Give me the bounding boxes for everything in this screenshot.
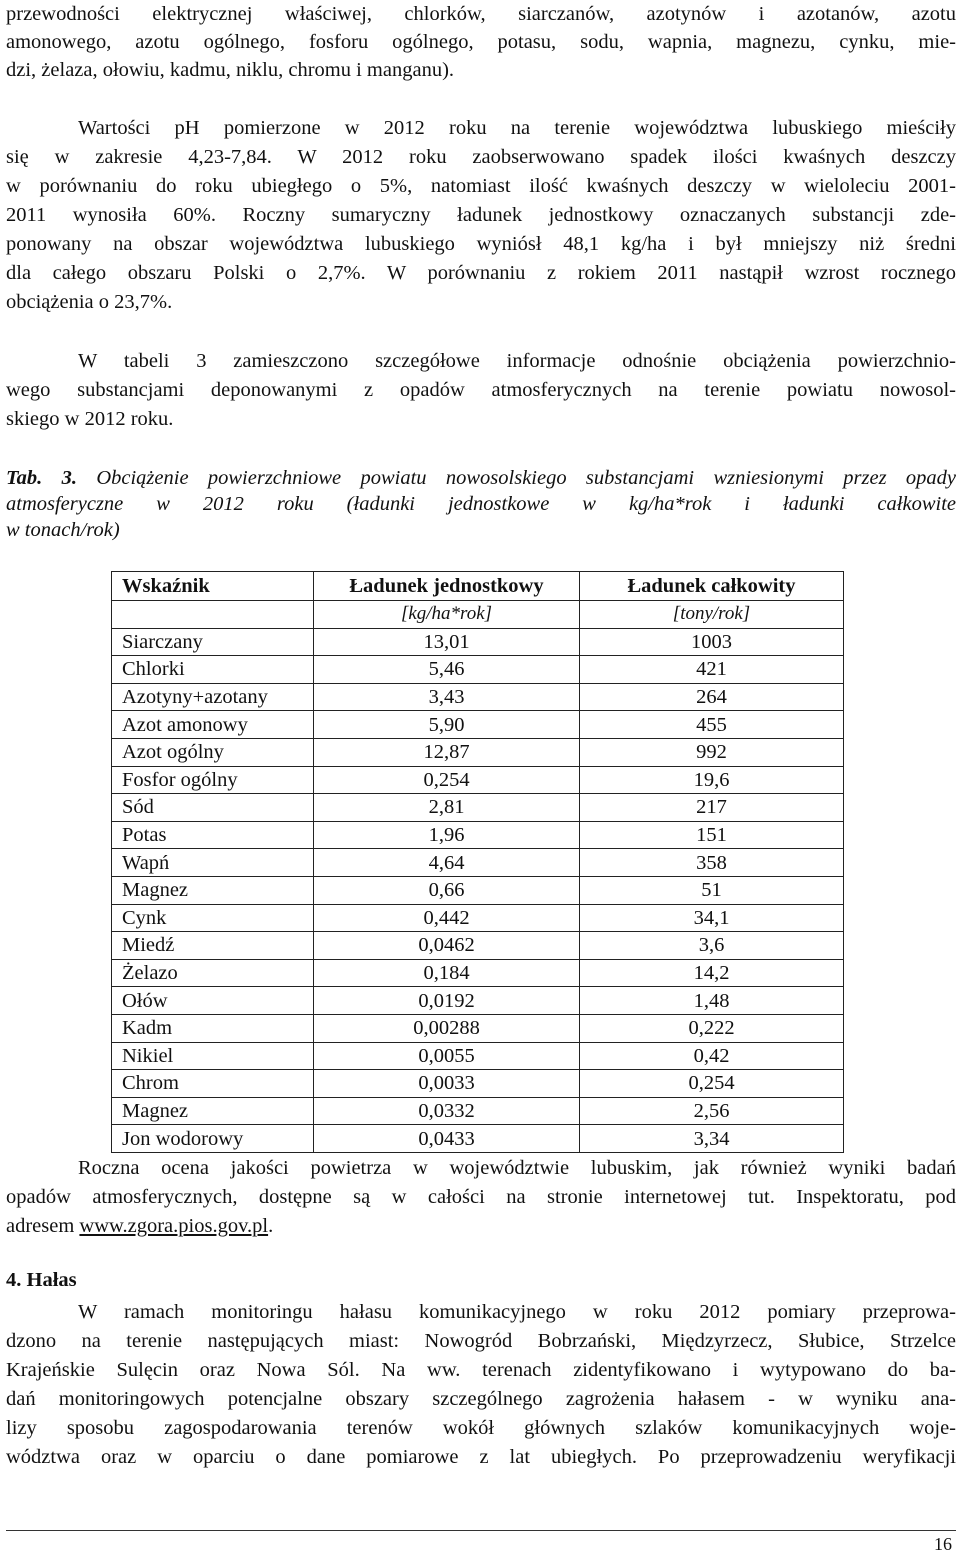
- indicator-cell: Azot ogólny: [112, 738, 314, 766]
- paragraph-line: dla całego obszaru Polski o 2,7%. W porównaniu z rokiem 2011 nastąpił wzrost rocznego: [6, 262, 956, 284]
- table-row: [112, 821, 844, 849]
- table-caption: [6, 464, 956, 492]
- paragraph-line: 2011 wynosiła 60%. Roczny sumaryczny ładunek jednostkowy oznaczanych substancji zde-: [6, 204, 956, 226]
- unit-load-cell: 2,81: [314, 794, 580, 822]
- table-row: [112, 656, 844, 684]
- table-row: [112, 1097, 844, 1125]
- indicator-cell: Miedź: [112, 932, 314, 960]
- indicator-cell: Azot amonowy: [112, 711, 314, 739]
- paragraph-line: wego substancjami deponowanymi z opadów atmosferycznych na terenie powiatu nowosol-: [6, 379, 956, 401]
- total-load-cell: 0,254: [580, 1070, 844, 1098]
- unit-load-cell: 13,01: [314, 628, 580, 656]
- unit-load-cell: 5,90: [314, 711, 580, 739]
- unit-load-cell: 12,87: [314, 738, 580, 766]
- total-load-cell: 264: [580, 683, 844, 711]
- table-row: [112, 1070, 844, 1098]
- total-load-cell: 455: [580, 711, 844, 739]
- total-load-cell: 3,6: [580, 932, 844, 960]
- indicator-cell: Wapń: [112, 849, 314, 877]
- paragraph-line: przewodności elektrycznej właściwej, chlorków, siarczanów, azotynów i azotanów, azotu: [6, 3, 956, 25]
- indicator-cell: Kadm: [112, 1014, 314, 1042]
- indicator-cell: Żelazo: [112, 959, 314, 987]
- unit-load-cell: 0,184: [314, 959, 580, 987]
- paragraph-line: ponowany na obszar województwa lubuskiego wyniósł 48,1 kg/ha i był mniejszy niż średni: [6, 233, 956, 255]
- paragraph-line: wództwa oraz w oparciu o dane pomiarowe z lat ubiegłych. Po przeprowadzeniu weryfikacji: [6, 1446, 956, 1468]
- total-load-cell: 0,42: [580, 1042, 844, 1070]
- table-body: [112, 628, 844, 1152]
- paragraph-line: skiego w 2012 roku.: [6, 408, 174, 430]
- paragraph-line: się w zakresie 4,23-7,84. W 2012 roku zaobserwowano spadek ilości kwaśnych deszczy: [6, 146, 956, 168]
- total-load-cell: 1,48: [580, 987, 844, 1015]
- units-cell: [kg/ha*rok]: [314, 601, 580, 629]
- indicator-cell: Magnez: [112, 876, 314, 904]
- header-cell: Ładunek całkowity: [580, 572, 844, 601]
- header-cell: Wskaźnik: [112, 572, 314, 601]
- indicator-cell: Potas: [112, 821, 314, 849]
- table-row: [112, 876, 844, 904]
- unit-load-cell: 3,43: [314, 683, 580, 711]
- total-load-cell: 992: [580, 738, 844, 766]
- unit-load-cell: 0,254: [314, 766, 580, 794]
- table-caption-line: w tonach/rok): [6, 519, 120, 541]
- indicator-cell: Siarczany: [112, 628, 314, 656]
- total-load-cell: 1003: [580, 628, 844, 656]
- unit-load-cell: 0,0462: [314, 932, 580, 960]
- table-row: [112, 711, 844, 739]
- indicator-cell: Ołów: [112, 987, 314, 1015]
- total-load-cell: 421: [580, 656, 844, 684]
- units-cell: [tony/rok]: [580, 601, 844, 629]
- unit-load-cell: 5,46: [314, 656, 580, 684]
- total-load-cell: 0,222: [580, 1014, 844, 1042]
- indicator-cell: Magnez: [112, 1097, 314, 1125]
- table-row: [112, 1125, 844, 1153]
- total-load-cell: 217: [580, 794, 844, 822]
- table-row: [112, 849, 844, 877]
- header-cell: Ładunek jednostkowy: [314, 572, 580, 601]
- total-load-cell: 3,34: [580, 1125, 844, 1153]
- text-segment: .: [268, 1215, 274, 1237]
- unit-load-cell: 0,0332: [314, 1097, 580, 1125]
- paragraph-line: w porównaniu do roku ubiegłego o 5%, natomiast ilość kwaśnych deszczy w wieloleciu 2001-: [6, 175, 956, 197]
- total-load-cell: 151: [580, 821, 844, 849]
- total-load-cell: 14,2: [580, 959, 844, 987]
- paragraph-line: obciążenia o 23,7%.: [6, 291, 173, 313]
- page-number: 16: [934, 1534, 952, 1554]
- table-row: [112, 904, 844, 932]
- indicator-cell: Chlorki: [112, 656, 314, 684]
- table-caption-line: atmosferyczne w 2012 roku (ładunki jednostkowe w kg/ha*rok i ładunki całkowite: [6, 493, 956, 515]
- table-row: [112, 766, 844, 794]
- table-row: [112, 959, 844, 987]
- total-load-cell: 358: [580, 849, 844, 877]
- total-load-cell: 51: [580, 876, 844, 904]
- paragraph-line: lizy sposobu zagospodarowania terenów wokół głównych szlaków komunikacyjnych woje-: [6, 1417, 956, 1439]
- deposition-table: [111, 571, 844, 1153]
- paragraph-line: dań monitoringowych potencjalne obszary szczególnego zagrożenia hałasem - w wyniku ana-: [6, 1388, 956, 1410]
- unit-load-cell: 4,64: [314, 849, 580, 877]
- unit-load-cell: 0,66: [314, 876, 580, 904]
- paragraph-line: amonowego, azotu ogólnego, fosforu ogólnego, potasu, sodu, wapnia, magnezu, cynku, mie-: [6, 31, 956, 53]
- unit-load-cell: 0,00288: [314, 1014, 580, 1042]
- table-row: [112, 1014, 844, 1042]
- table-units-row: [112, 601, 844, 629]
- table-caption-text: Obciążenie powierzchniowe powiatu nowosolskiego substancjami wzniesionymi przez opady: [96, 467, 956, 489]
- paragraph-line: opadów atmosferycznych, dostępne są w całości na stronie internetowej tut. Inspektoratu, pod: [6, 1186, 956, 1208]
- table-caption-label: Tab. 3.: [6, 467, 77, 489]
- website-link[interactable]: www.zgora.pios.gov.pl: [79, 1215, 269, 1237]
- table-row: [112, 738, 844, 766]
- unit-load-cell: 0,0033: [314, 1070, 580, 1098]
- total-load-cell: 34,1: [580, 904, 844, 932]
- indicator-cell: Fosfor ogólny: [112, 766, 314, 794]
- indicator-cell: Jon wodorowy: [112, 1125, 314, 1153]
- indicator-cell: Nikiel: [112, 1042, 314, 1070]
- section-heading: 4. Hałas: [6, 1269, 77, 1291]
- paragraph-line: Krajeńskie Sulęcin oraz Nowa Sól. Na ww. terenach zidentyfikowano i wytypowano do ba-: [6, 1359, 956, 1381]
- indicator-cell: Sód: [112, 794, 314, 822]
- unit-load-cell: 0,0055: [314, 1042, 580, 1070]
- table-row: [112, 932, 844, 960]
- footer-divider: [6, 1530, 956, 1531]
- indicator-cell: Azotyny+azotany: [112, 683, 314, 711]
- units-cell: [112, 601, 314, 629]
- table-row: [112, 794, 844, 822]
- unit-load-cell: 1,96: [314, 821, 580, 849]
- total-load-cell: 19,6: [580, 766, 844, 794]
- table-row: [112, 1042, 844, 1070]
- table-row: [112, 987, 844, 1015]
- text-segment: adresem: [6, 1215, 80, 1237]
- indicator-cell: Chrom: [112, 1070, 314, 1098]
- unit-load-cell: 0,0192: [314, 987, 580, 1015]
- table-header-row: [112, 572, 844, 601]
- total-load-cell: 2,56: [580, 1097, 844, 1125]
- table-row: [112, 628, 844, 656]
- paragraph-line: Roczna ocena jakości powietrza w województwie lubuskim, jak również wyniki badań: [78, 1157, 956, 1179]
- paragraph-line: W tabeli 3 zamieszczono szczegółowe informacje odnośnie obciążenia powierzchnio-: [78, 350, 956, 372]
- unit-load-cell: 0,0433: [314, 1125, 580, 1153]
- paragraph-line: dzono na terenie następujących miast: Nowogród Bobrzański, Międzyrzecz, Słubice, Strzelce: [6, 1330, 956, 1352]
- paragraph-line: Wartości pH pomierzone w 2012 roku na terenie województwa lubuskiego mieściły: [78, 117, 956, 139]
- indicator-cell: Cynk: [112, 904, 314, 932]
- paragraph-line: dzi, żelaza, ołowiu, kadmu, niklu, chromu i manganu).: [6, 59, 455, 81]
- paragraph-line: [6, 1212, 956, 1240]
- unit-load-cell: 0,442: [314, 904, 580, 932]
- paragraph-line: W ramach monitoringu hałasu komunikacyjnego w roku 2012 pomiary przeprowa-: [78, 1301, 956, 1323]
- table-row: [112, 683, 844, 711]
